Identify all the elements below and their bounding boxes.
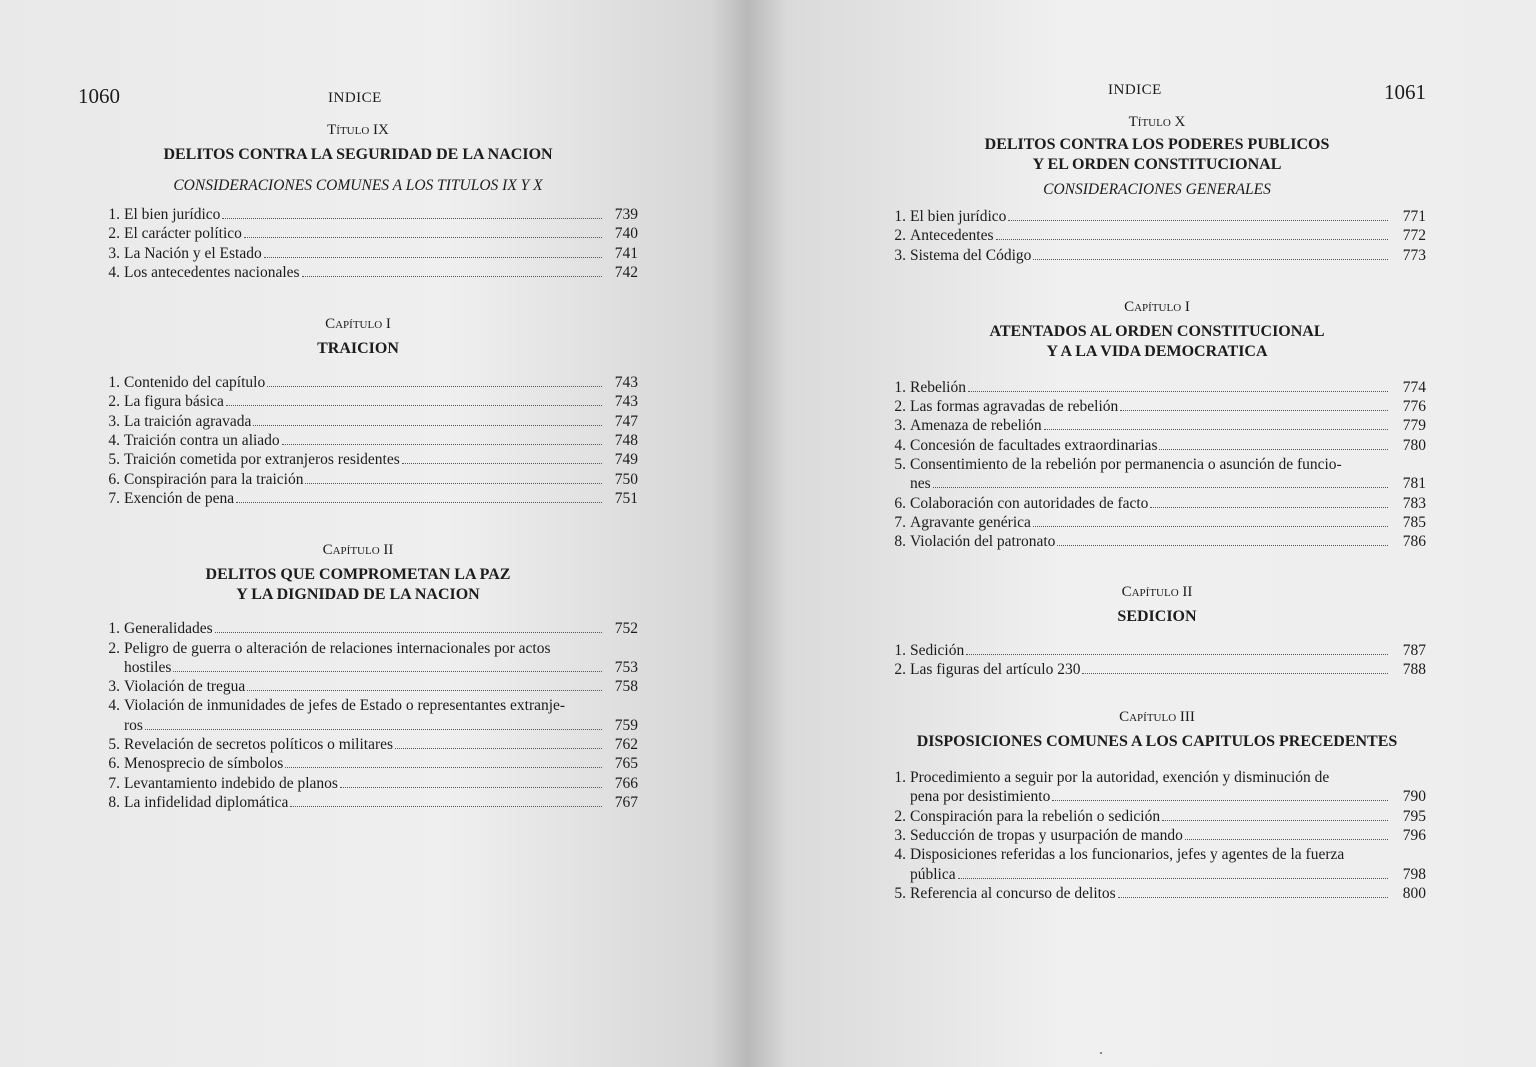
toc-entry (888, 826, 1426, 845)
toc-entry (888, 660, 1426, 679)
entry-title: Los antecedentes nacionales (124, 263, 300, 281)
leader-dots (1008, 220, 1388, 221)
titulo-heading: Y EL ORDEN CONSTITUCIONAL (1032, 156, 1282, 173)
entry-page: 767 (614, 793, 638, 811)
entry-title: Contenido del capítulo (124, 374, 266, 392)
chapter-label: Capítulo II (1121, 583, 1193, 600)
toc-entry (102, 774, 638, 793)
leader-dots (285, 767, 602, 768)
entry-title: Sistema del Código (910, 246, 1032, 264)
toc-list (78, 205, 638, 282)
entry-page: 740 (614, 225, 638, 243)
entry-page: 790 (1402, 788, 1426, 806)
entry-title-continued: ros (124, 716, 143, 734)
toc-entry (102, 677, 638, 696)
page-number: 1061 (1384, 80, 1426, 104)
toc-entry (888, 884, 1426, 903)
entry-title: La traición agravada (124, 412, 252, 430)
toc-entry (102, 392, 638, 411)
entry-page: 758 (614, 678, 638, 696)
entry-title: Agravante genérica (910, 513, 1031, 531)
section-subheading: CONSIDERACIONES COMUNES A LOS TITULOS IX Y X (173, 177, 543, 194)
right-page (748, 0, 1536, 1067)
entry-number: 8. (894, 533, 906, 551)
toc-entry (888, 246, 1426, 265)
page-number: 1060 (78, 84, 120, 108)
chapter-title: TRAICION (317, 340, 399, 358)
chapter-label: Capítulo I (325, 316, 391, 333)
leader-dots (933, 487, 1388, 488)
entry-page: 772 (1402, 227, 1426, 245)
entry-number: 4. (108, 263, 120, 281)
entry-page: 741 (614, 244, 638, 262)
entry-title: El bien jurídico (124, 206, 221, 223)
chapter-title: DISPOSICIONES COMUNES A LOS CAPITULOS PRECEDENTES (916, 733, 1398, 751)
chapter-title: DELITOS QUE COMPROMETAN LA PAZ (205, 566, 511, 584)
chapter-label: Capítulo II (322, 542, 394, 559)
leader-dots (1057, 545, 1388, 546)
leader-dots (236, 502, 602, 503)
toc-entry (888, 378, 1426, 397)
toc-entry (888, 397, 1426, 416)
leader-dots (1082, 673, 1388, 674)
toc-list (888, 378, 1426, 552)
leader-dots (305, 483, 602, 484)
entry-number: 2. (894, 660, 906, 678)
toc-entry (102, 696, 638, 735)
entry-page: 765 (614, 755, 638, 773)
entry-page: 751 (614, 489, 638, 507)
leader-dots (1033, 259, 1388, 260)
toc-list (78, 373, 638, 508)
entry-page: 783 (1402, 494, 1426, 512)
entry-page: 759 (614, 716, 638, 734)
entry-number: 2. (894, 398, 906, 416)
paper-speck (1100, 1052, 1102, 1054)
leader-dots (264, 257, 602, 258)
right-page-content (888, 80, 1426, 903)
toc-entry (102, 793, 638, 812)
toc-entry (888, 641, 1426, 660)
toc-entry (888, 455, 1426, 494)
leader-dots (215, 632, 602, 633)
toc-entry (102, 431, 638, 450)
entry-number: 1. (894, 208, 906, 225)
leader-dots (1150, 507, 1388, 508)
leader-dots (968, 391, 1388, 392)
leader-dots (302, 276, 602, 277)
entry-number: 3. (894, 417, 906, 435)
entry-number: 7. (894, 513, 906, 531)
entry-title: Exención de pena (124, 489, 235, 507)
entry-page: 743 (614, 393, 638, 411)
entry-number: 6. (894, 494, 906, 512)
leader-dots (173, 671, 602, 672)
entry-page: 750 (614, 470, 638, 488)
entry-number: 5. (108, 736, 120, 754)
entry-number: 4. (894, 436, 906, 454)
entry-number: 1. (894, 641, 906, 659)
leader-dots (1052, 800, 1388, 801)
toc-entry (102, 735, 638, 754)
entry-title: El bien jurídico (910, 208, 1007, 225)
leader-dots (966, 654, 1388, 655)
toc-entry (102, 639, 638, 678)
chapter-label: Capítulo III (1119, 709, 1195, 726)
toc-entry (102, 224, 638, 243)
entry-title: Traición cometida por extranjeros residentes (124, 451, 400, 469)
leader-dots (226, 405, 602, 406)
entry-title-continued: pena por desistimiento (910, 788, 1051, 806)
entry-number: 2. (108, 639, 120, 657)
entry-page: 786 (1402, 533, 1426, 551)
entry-number: 2. (894, 227, 906, 245)
entry-page: 795 (1402, 807, 1426, 825)
toc-entry (888, 845, 1426, 884)
entry-page: 752 (614, 620, 638, 638)
toc-entry (888, 494, 1426, 513)
entry-title: Violación de inmunidades de jefes de Estado o representantes extranje- (124, 697, 566, 715)
entry-number: 5. (894, 456, 906, 474)
entry-number: 4. (894, 846, 906, 864)
entry-page: 773 (1402, 246, 1426, 264)
entry-title: Las formas agravadas de rebelión (910, 398, 1119, 416)
toc-entry (888, 768, 1426, 807)
titulo-label: Título X (1128, 114, 1186, 130)
entry-title: Concesión de facultades extraordinarias (910, 436, 1158, 454)
entry-page: 742 (614, 263, 638, 281)
entry-page: 796 (1402, 827, 1426, 845)
toc-entry (888, 226, 1426, 245)
entry-page: 747 (614, 412, 638, 430)
entry-number: 2. (894, 807, 906, 825)
toc-entry (102, 205, 638, 224)
leader-dots (244, 237, 602, 238)
section-subheading: CONSIDERACIONES GENERALES (1043, 181, 1271, 198)
entry-page: 766 (614, 774, 638, 792)
entry-title: La Nación y el Estado (124, 244, 262, 262)
entry-number: 4. (108, 432, 120, 450)
entry-page: 779 (1402, 417, 1426, 435)
entry-title: Traición contra un aliado (124, 432, 280, 450)
entry-page: 776 (1402, 398, 1426, 416)
entry-number: 4. (108, 697, 120, 715)
leader-dots (282, 444, 602, 445)
leader-dots (1120, 410, 1388, 411)
entry-title: Amenaza de rebelión (910, 417, 1042, 435)
toc-entry (888, 807, 1426, 826)
leader-dots (1033, 526, 1388, 527)
entry-title: Rebelión (910, 378, 966, 396)
entry-number: 3. (894, 827, 906, 845)
entry-title: Colaboración con autoridades de facto (910, 494, 1149, 512)
entry-title: La figura básica (124, 393, 224, 411)
entry-number: 6. (108, 755, 120, 773)
entry-number: 3. (108, 244, 120, 262)
entry-page: 739 (614, 206, 638, 223)
leader-dots (290, 806, 602, 807)
entry-title: Seducción de tropas y usurpación de mando (910, 827, 1183, 845)
entry-number: 8. (108, 793, 120, 811)
entry-number: 1. (894, 769, 906, 787)
entry-page: 800 (1402, 884, 1426, 902)
entry-title: Referencia al concurso de delitos (910, 884, 1116, 902)
leader-dots (340, 787, 602, 788)
entry-number: 1. (108, 620, 120, 638)
leader-dots (247, 690, 602, 691)
toc-list (888, 207, 1426, 265)
entry-title: Sedición (910, 641, 965, 659)
toc-entry (102, 412, 638, 431)
toc-entry (102, 373, 638, 392)
entry-title: Menosprecio de símbolos (124, 755, 284, 773)
leader-dots (1162, 820, 1388, 821)
toc-entry (888, 207, 1426, 226)
entry-title: Antecedentes (910, 227, 994, 245)
toc-entry (102, 263, 638, 282)
entry-page: 774 (1402, 378, 1426, 396)
leader-dots (402, 463, 602, 464)
toc-entry (102, 244, 638, 263)
toc-entry (888, 513, 1426, 532)
entry-page: 748 (614, 432, 638, 450)
entry-title: Procedimiento a seguir por la autoridad, exención y disminución de (910, 769, 1330, 787)
entry-page: 798 (1402, 865, 1426, 883)
chapter-label: Capítulo I (1124, 298, 1190, 315)
entry-title-continued: hostiles (124, 658, 172, 676)
entry-page: 787 (1402, 641, 1426, 659)
entry-page: 771 (1402, 208, 1426, 225)
running-head-title: INDICE (328, 90, 382, 106)
leader-dots (1118, 897, 1388, 898)
toc-entry (102, 489, 638, 508)
entry-number: 2. (108, 225, 120, 243)
toc-entry (888, 416, 1426, 435)
toc-entry (888, 436, 1426, 455)
leader-dots (1185, 839, 1388, 840)
entry-title: Revelación de secretos políticos o militares (124, 736, 394, 754)
toc-entry (102, 619, 638, 638)
running-head (78, 84, 638, 112)
leader-dots (253, 425, 602, 426)
leader-dots (395, 748, 602, 749)
leader-dots (267, 386, 602, 387)
entry-page: 781 (1402, 475, 1426, 493)
entry-title: Peligro de guerra o alteración de relaciones internacionales por actos (124, 639, 551, 657)
left-page (0, 0, 748, 1067)
leader-dots (145, 729, 602, 730)
titulo-heading: DELITOS CONTRA LA SEGURIDAD DE LA NACION (163, 146, 553, 163)
entry-title: Generalidades (124, 620, 213, 638)
entry-title: Disposiciones referidas a los funcionarios, jefes y agentes de la fuerza (910, 846, 1345, 864)
entry-number: 3. (108, 412, 120, 430)
entry-page: 762 (614, 736, 638, 754)
toc-list (888, 641, 1426, 680)
chapter-title: Y A LA VIDA DEMOCRATICA (1046, 342, 1268, 360)
chapter-title: Y LA DIGNIDAD DE LA NACION (236, 586, 480, 604)
entry-title: La infidelidad diplomática (124, 793, 289, 811)
entry-number: 1. (894, 378, 906, 396)
entry-number: 6. (108, 470, 120, 488)
leader-dots (222, 218, 602, 219)
entry-title: El carácter político (124, 225, 242, 243)
chapter-title: SEDICION (1117, 607, 1197, 625)
toc-list (78, 619, 638, 812)
entry-title: Las figuras del artículo 230 (910, 660, 1081, 678)
entry-title: Conspiración para la rebelión o sedición (910, 807, 1161, 825)
entry-page: 749 (614, 451, 638, 469)
entry-number: 3. (894, 246, 906, 264)
entry-number: 1. (108, 374, 120, 392)
left-page-content (78, 84, 638, 812)
entry-page: 788 (1402, 660, 1426, 678)
leader-dots (958, 878, 1388, 879)
toc-list (888, 768, 1426, 903)
titulo-heading: DELITOS CONTRA LOS PODERES PUBLICOS (984, 136, 1330, 153)
toc-entry (102, 470, 638, 489)
toc-entry (102, 450, 638, 469)
entry-page: 743 (614, 374, 638, 392)
entry-page: 753 (614, 658, 638, 676)
entry-number: 5. (894, 884, 906, 902)
entry-title-continued: nes (910, 475, 931, 493)
toc-entry (888, 532, 1426, 551)
leader-dots (1044, 429, 1388, 430)
entry-number: 7. (108, 489, 120, 507)
chapter-title: ATENTADOS AL ORDEN CONSTITUCIONAL (989, 322, 1325, 340)
entry-title: Levantamiento indebido de planos (124, 774, 338, 792)
entry-number: 1. (108, 206, 120, 223)
entry-title: Violación de tregua (124, 678, 246, 696)
entry-title: Violación del patronato (910, 533, 1056, 551)
entry-number: 3. (108, 678, 120, 696)
entry-number: 7. (108, 774, 120, 792)
leader-dots (1159, 449, 1388, 450)
entry-title: Conspiración para la traición (124, 470, 304, 488)
running-head-title: INDICE (1108, 82, 1162, 98)
entry-page: 780 (1402, 436, 1426, 454)
entry-title-continued: pública (910, 865, 956, 883)
titulo-label: Título IX (327, 122, 389, 138)
toc-entry (102, 754, 638, 773)
entry-page: 785 (1402, 513, 1426, 531)
leader-dots (996, 239, 1389, 240)
entry-title: Consentimiento de la rebelión por permanencia o asunción de funcio- (910, 456, 1342, 474)
running-head (888, 80, 1426, 108)
entry-number: 2. (108, 393, 120, 411)
entry-number: 5. (108, 451, 120, 469)
